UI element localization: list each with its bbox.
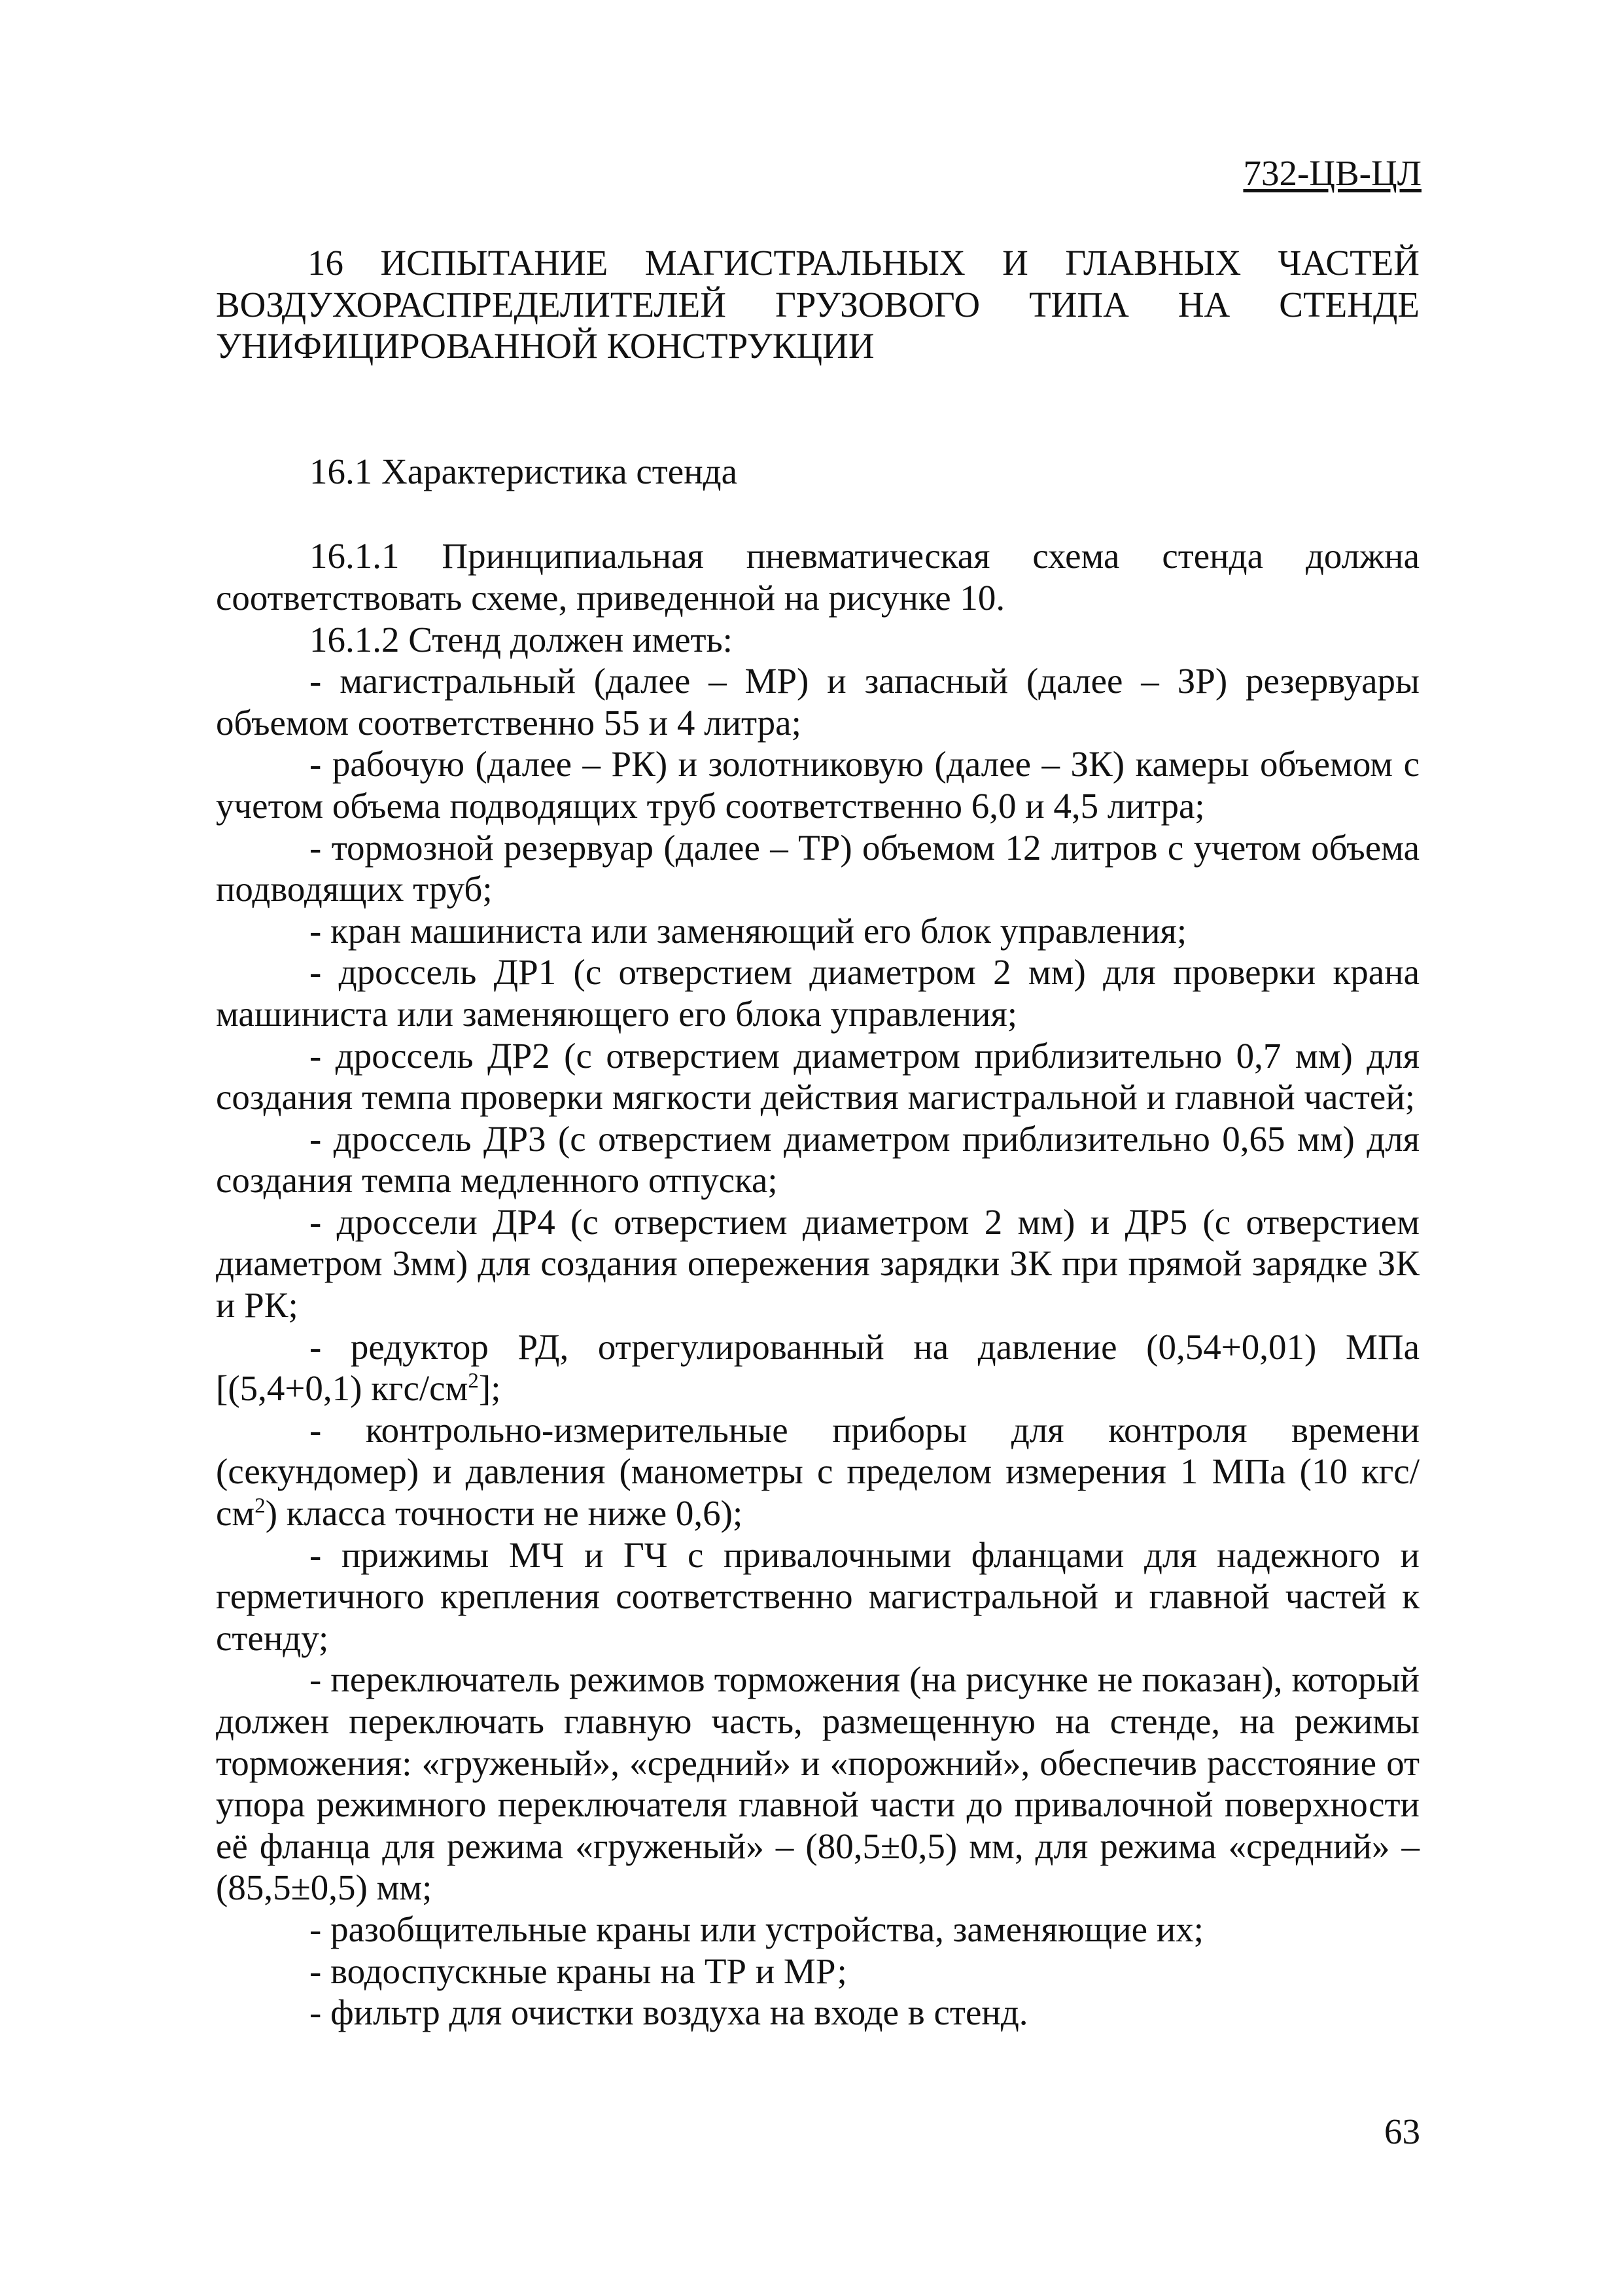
section-title: 16 ИСПЫТАНИЕ МАГИСТРАЛЬНЫХ И ГЛАВНЫХ ЧАСТЕЙ ВОЗДУХОРАСПРЕДЕЛИТЕЛЕЙ ГРУЗОВОГО ТИПА НА СТЕНДЕ УНИФИЦИРОВАННОЙ КОНСТРУКЦИИ: [216, 243, 1420, 366]
list-item-mode-switch: - переключатель режимов торможения (на рисунке не показан), который должен переключать главную часть, размещенную на стенде, на режимы торможения: «груженый», «средний» и «порожний», обеспечив расстояние от упора режимного переключателя главной части до привалочной поверхности её фланца для режима «груженый» – (80,5±0,5) мм, для режима «средний» – (85,5±0,5) мм;: [216, 1659, 1420, 1908]
list-item-throttles-dr4-dr5: - дроссели ДР4 (с отверстием диаметром 2 мм) и ДР5 (с отверстием диаметром 3мм) для создания опережения зарядки ЗК при прямой зарядке ЗК и РК;: [216, 1201, 1420, 1326]
list-item-instruments: [216, 1409, 1420, 1534]
list-item-brake-reservoir: - тормозной резервуар (далее – ТР) объемом 12 литров с учетом объема подводящих труб;: [216, 827, 1420, 910]
list-item-throttle-dr1: - дроссель ДР1 (с отверстием диаметром 2 мм) для проверки крана машиниста или заменяющего его блока управления;: [216, 952, 1420, 1034]
paragraph-16-1-2: 16.1.2 Стенд должен иметь:: [309, 619, 733, 660]
spacer: [216, 367, 1420, 451]
instruments-text: - контрольно-измерительные приборы для контроля времени (секундомер) и давления (манометры с пределом измерения 1 МПа (10 кгс/см: [216, 1409, 1420, 1534]
list-item-reservoirs: - магистральный (далее – МР) и запасный (далее – ЗР) резервуары объемом соответственно 55 и 4 литра;: [216, 661, 1420, 743]
body-text: [216, 242, 1420, 2034]
document-code: 732-ЦВ-ЦЛ: [1243, 153, 1422, 193]
list-item-air-filter: - фильтр для очистки воздуха на входе в стенд.: [309, 1992, 1028, 2033]
instruments-text-end: ) класса точности не ниже 0,6);: [265, 1493, 743, 1534]
superscript: 2: [468, 1369, 479, 1393]
superscript: 2: [254, 1494, 266, 1518]
list-item-drain-valves: - водоспускные краны на ТР и МР;: [309, 1951, 847, 1991]
paragraph-16-1-1: 16.1.1 Принципиальная пневматическая схема стенда должна соответствовать схеме, приведенной на рисунке 10.: [216, 536, 1420, 618]
list-item-reducer: [216, 1326, 1420, 1409]
list-item-throttle-dr2: - дроссель ДР2 (с отверстием диаметром приблизительно 0,7 мм) для создания темпа проверки мягкости действия магистральной и главной частей;: [216, 1035, 1420, 1118]
list-item-isolating-valves: - разобщительные краны или устройства, заменяющие их;: [309, 1909, 1204, 1949]
page-number: 63: [1384, 2111, 1420, 2151]
reducer-text: - редуктор РД, отрегулированный на давление (0,54+0,01) МПа [(5,4+0,1) кгс/см: [216, 1326, 1420, 1409]
subsection-title: 16.1 Характеристика стенда: [309, 451, 738, 491]
spacer: [216, 492, 1420, 535]
list-item-clamps: - прижимы МЧ и ГЧ с привалочными фланцами для надежного и герметичного крепления соответственно магистральной и главной частей к стенду;: [216, 1534, 1420, 1658]
list-item-drivers-valve: - кран машиниста или заменяющий его блок управления;: [309, 910, 1187, 951]
list-item-throttle-dr3: - дроссель ДР3 (с отверстием диаметром приблизительно 0,65 мм) для создания темпа медленного отпуска;: [216, 1118, 1420, 1201]
reducer-text-end: ];: [478, 1368, 501, 1409]
list-item-chambers: - рабочую (далее – РК) и золотниковую (далее – ЗК) камеры объемом с учетом объема подводящих труб соответственно 6,0 и 4,5 литра;: [216, 744, 1420, 826]
